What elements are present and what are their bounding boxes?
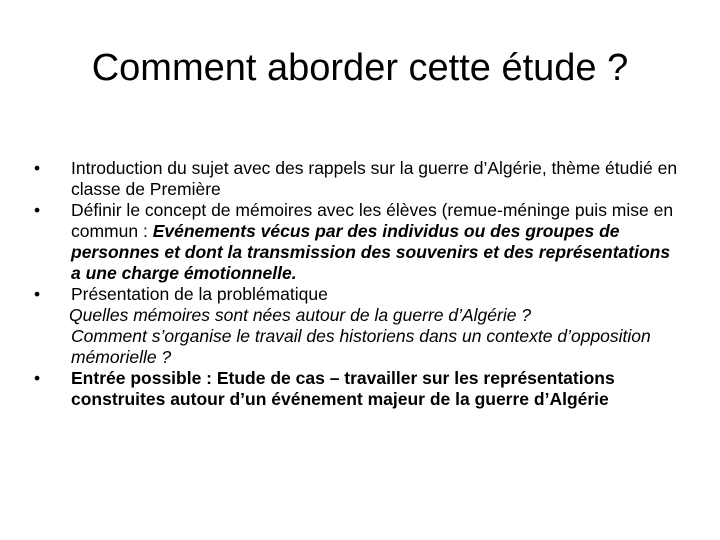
problematic-question-1: Quelles mémoires sont nées autour de la guerre d’Algérie ? [69,305,532,325]
list-item-text: Définir le concept de mémoires avec les élèves (remue-méninge puis mise en commun : [71,200,674,241]
list-item-text: Entrée possible : Etude de cas – travailler sur les représentations construites autour d’un événement majeur de la guerre d’Algérie [71,368,615,409]
list-item-text: Introduction du sujet avec des rappels sur la guerre d’Algérie, thème étudié en classe de Première [71,158,678,199]
definition-text: Evénements vécus par des individus ou des groupes de personnes et dont la transmission des souvenirs et des représentations a une charge émotionnelle. [71,221,671,283]
list-item [34,200,684,284]
list-item-text: Présentation de la problématique [71,284,328,304]
bullet-list [34,158,684,410]
problematic-question-2: Comment s’organise le travail des historiens dans un contexte d’opposition mémorielle ? [71,326,651,367]
bullet-icon: • [34,200,41,220]
list-item [34,284,684,368]
list-item [34,158,684,200]
bullet-icon: • [34,158,41,178]
slide-title: Comment aborder cette étude ? [91,47,629,89]
bullet-icon: • [34,284,41,304]
bullet-icon: • [34,368,41,388]
list-item [34,368,684,410]
